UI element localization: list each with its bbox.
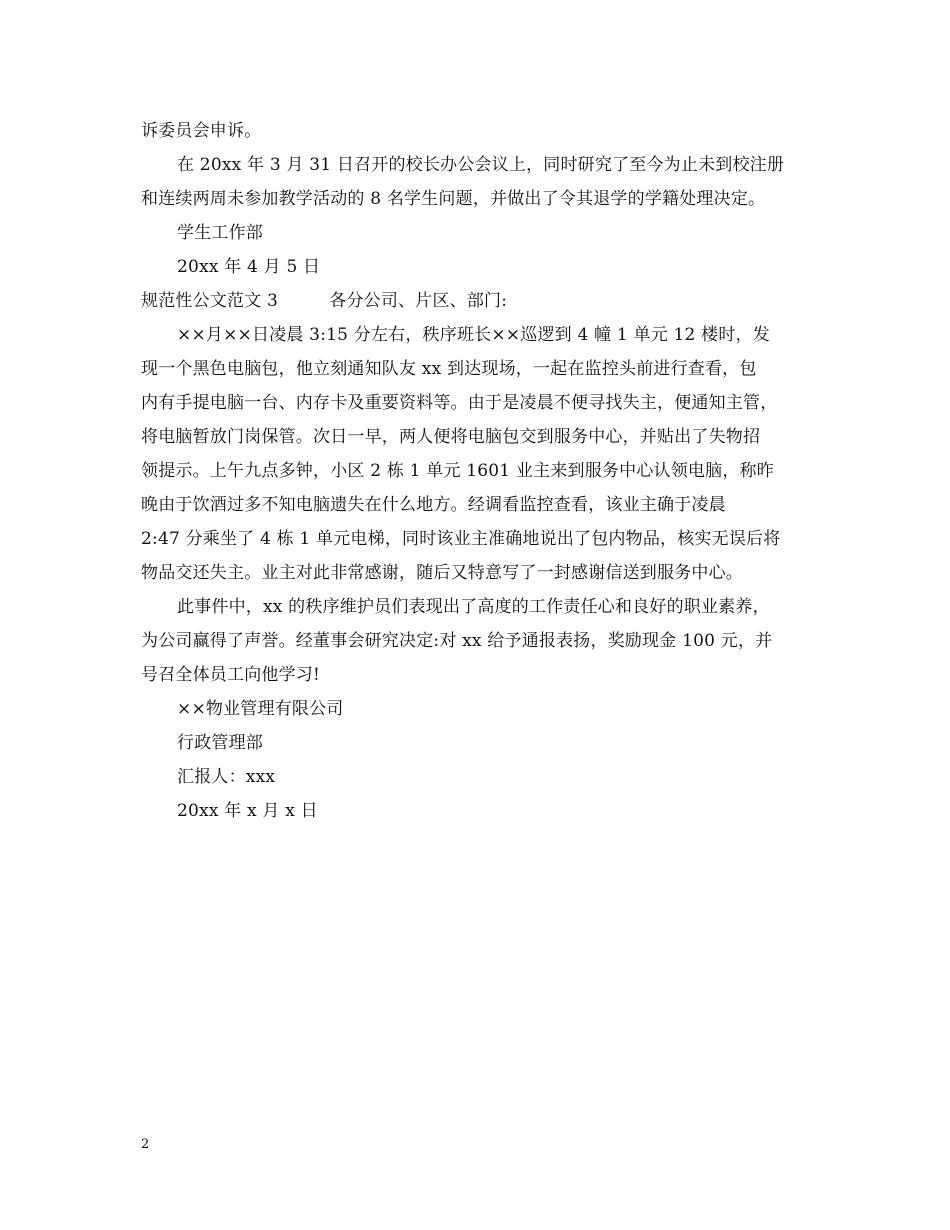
department-name: 行政管理部	[177, 733, 263, 753]
text-line-2: 在 20xx 年 3 月 31 日召开的校长办公会议上，同时研究了至今为止未到校注册	[177, 155, 785, 175]
body-line-1: ××月××日凌晨 3:15 分左右，秩序班长××巡逻到 4 幢 1 单元 12 楼时，发	[177, 325, 770, 345]
body-line-11: 号召全体员工向他学习!	[141, 665, 321, 685]
text-line-1: 诉委员会申诉。	[141, 121, 262, 141]
section-title: 规范性公文范文 3	[141, 291, 279, 311]
body-line-6: 晚由于饮酒过多不知电脑遗失在什么地方。经调看监控查看，该业主确于凌晨	[141, 495, 726, 515]
body-line-10: 为公司赢得了声誉。经董事会研究决定:对 xx 给予通报表扬，奖励现金 100 元，并	[141, 631, 773, 651]
text-line-3: 和连续两周未参加教学活动的 8 名学生问题，并做出了令其退学的学籍处理决定。	[141, 189, 766, 209]
body-line-2: 现一个黑色电脑包，他立刻通知队友 xx 到达现场，一起在监控头前进行查看，包	[141, 359, 757, 379]
page-number: 2	[141, 1137, 150, 1152]
final-date-line: 20xx 年 x 月 x 日	[177, 801, 318, 821]
body-line-3: 内有手提电脑一台、内存卡及重要资料等。由于是凌晨不便寻找失主，便通知主管，	[141, 393, 778, 413]
company-name: ××物业管理有限公司	[177, 699, 344, 719]
body-line-5: 领提示。上午九点多钟，小区 2 栋 1 单元 1601 业主来到服务中心认领电脑，称昨	[141, 461, 774, 481]
body-line-8: 物品交还失主。业主对此非常感谢，随后又特意写了一封感谢信送到服务中心。	[141, 563, 743, 583]
document-body	[141, 114, 841, 828]
date-line: 20xx 年 4 月 5 日	[177, 257, 321, 277]
reporter-line: 汇报人：xxx	[177, 767, 276, 787]
body-line-9: 此事件中，xx 的秩序维护员们表现出了高度的工作责任心和良好的职业素养，	[177, 597, 770, 617]
section-heading	[141, 284, 841, 318]
department-signature: 学生工作部	[177, 223, 263, 243]
body-line-4: 将电脑暂放门岗保管。次日一早，两人便将电脑包交到服务中心，并贴出了失物招	[141, 427, 761, 447]
section-recipient: 各分公司、片区、部门:	[329, 291, 508, 311]
body-line-7: 2:47 分乘坐了 4 栋 1 单元电梯，同时该业主准确地说出了包内物品，核实无误后将	[141, 529, 781, 549]
